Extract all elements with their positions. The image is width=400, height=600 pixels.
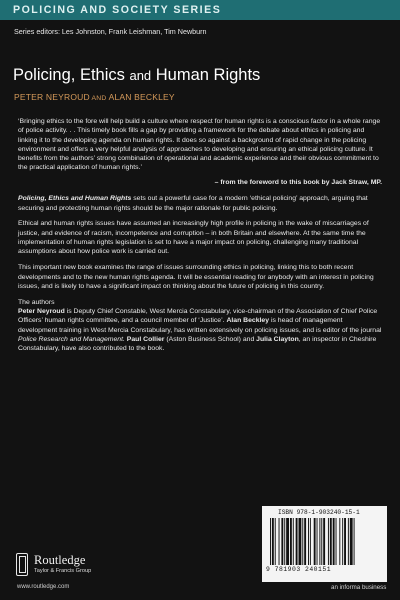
clayton-name: Julia Clayton [256, 335, 299, 343]
about-authors-text [18, 307, 382, 353]
barcode-bar [286, 518, 289, 565]
informa-business: an informa business [331, 584, 387, 591]
series-banner [0, 0, 400, 20]
barcode-bar [321, 518, 322, 565]
barcode-bar [348, 518, 349, 565]
barcode-bars [270, 518, 382, 565]
barcode-bar [350, 518, 353, 565]
clayton-bio: , an inspector in Cheshire Constabulary, have also contributed to the book. [18, 335, 377, 353]
author-2: ALAN BECKLEY [108, 92, 175, 102]
barcode-bar [328, 518, 329, 565]
description-paragraph-3: This important new book examines the range of issues surrounding ethics in policing, linking this to both recent developments and to the new human rights agenda. It will be essential reading for anybody with an interest in policing issues, and is likely to have a significant impact on thinking about the future of policing in this country. [18, 264, 374, 290]
barcode-bar [296, 518, 298, 565]
series-name: POLICING AND SOCIETY SERIES [13, 4, 222, 16]
barcode-bar [284, 518, 285, 565]
beckley-bio: is head of management development training in West Mercia Constabulary, has written extensively on policing issues, and is editor of the journal [18, 317, 382, 334]
collier-name: Paul Collier [124, 335, 165, 343]
barcode-bar [336, 518, 337, 565]
about-authors-heading: The authors [18, 298, 55, 306]
description-book-title: Policing, Ethics and Human Rights [18, 195, 132, 203]
publisher-website: www.routledge.com [17, 584, 70, 590]
barcode-digits: 9 781903 240151 [266, 566, 332, 573]
about-authors [18, 298, 382, 354]
title-part2: Human Rights [151, 66, 261, 84]
barcode-bar [323, 518, 325, 565]
neyroud-bio: is Deputy Chief Constable, West Mercia Constabulary, vice-chairman of the Association of Chief Police Officers’ human rights committee, and a council member of ‘Justice’. [18, 308, 378, 325]
barcode-bar [304, 518, 306, 565]
barcode-bar [354, 518, 355, 565]
barcode-bar [270, 518, 271, 565]
barcode-bar [339, 518, 340, 565]
author-1: PETER NEYROUD [14, 92, 90, 102]
barcode-bar [330, 518, 332, 565]
barcode-bar [279, 518, 280, 565]
barcode-bar [333, 518, 335, 565]
title-and: and [129, 68, 152, 83]
barcode-bar [342, 518, 343, 565]
collier-bio: (Aston Business School) and [164, 335, 257, 343]
authors-and: AND [89, 95, 109, 102]
barcode-bar [281, 518, 283, 565]
barcode-bar [293, 518, 294, 565]
title-part1: Policing, Ethics [13, 66, 130, 84]
description-paragraph-1 [18, 194, 382, 213]
barcode-bar [308, 518, 309, 565]
series-editors: Series editors: Les Johnston, Frank Leishman, Tim Newburn [14, 27, 207, 36]
barcode-bar [344, 518, 346, 565]
barcode-bar [302, 518, 303, 565]
barcode-bar [310, 518, 311, 565]
beckley-name: Alan Beckley [226, 317, 270, 325]
barcode-bar [317, 518, 318, 565]
journal-name: Police Research and Management. [18, 335, 125, 343]
neyroud-name: Peter Neyroud [18, 308, 65, 316]
quote-attribution: – from the foreword to this book by Jack Straw, MP. [214, 179, 382, 187]
routledge-logo-icon [16, 553, 28, 576]
book-title [13, 66, 260, 85]
description-paragraph-2: Ethical and human rights issues have assumed an increasingly high profile in policing in the wake of miscarriages of justice, and evidence of racism, incompetence and corruption – in both Britain and elsewhere. At the same time the implementation of human rights legislation is set to have a major impact on policing, challenging many traditional assumptions about how police work is carried out. [18, 220, 369, 256]
barcode-bar [290, 518, 292, 565]
barcode-bar [299, 518, 302, 565]
barcode-bar [272, 518, 274, 565]
description-p1-text: sets out a powerful case for a modern ‘ethical policing’ approach, arguing that securing and protecting human rights should be the major rationale for public policing. [18, 195, 368, 212]
barcode-bar [275, 518, 276, 565]
foreword-quote: ‘Bringing ethics to the fore will help build a culture where respect for human rights is a conscious factor in a whole range of police activity. . . This timely book fills a gap by providing a framework for the debate about ethics in policing and linking it to the developing agenda on human rights. It does so against a background of rapid change in the policing environment and offers a very helpful analysis of approaches to developing and ensuring an ethical policing culture. It benefits from the authors’ strong combination of operational and academic experience and their obvious commitment to the practical application of human rights.’ [18, 118, 381, 172]
barcode-bar [314, 518, 316, 565]
back-cover-text [18, 117, 382, 354]
publisher-name: Routledge [34, 553, 86, 567]
barcode-bar [319, 518, 320, 565]
publisher-group: Taylor & Francis Group [34, 568, 92, 574]
book-authors [14, 92, 175, 102]
isbn-number: ISBN 978-1-903240-15-1 [278, 509, 360, 516]
